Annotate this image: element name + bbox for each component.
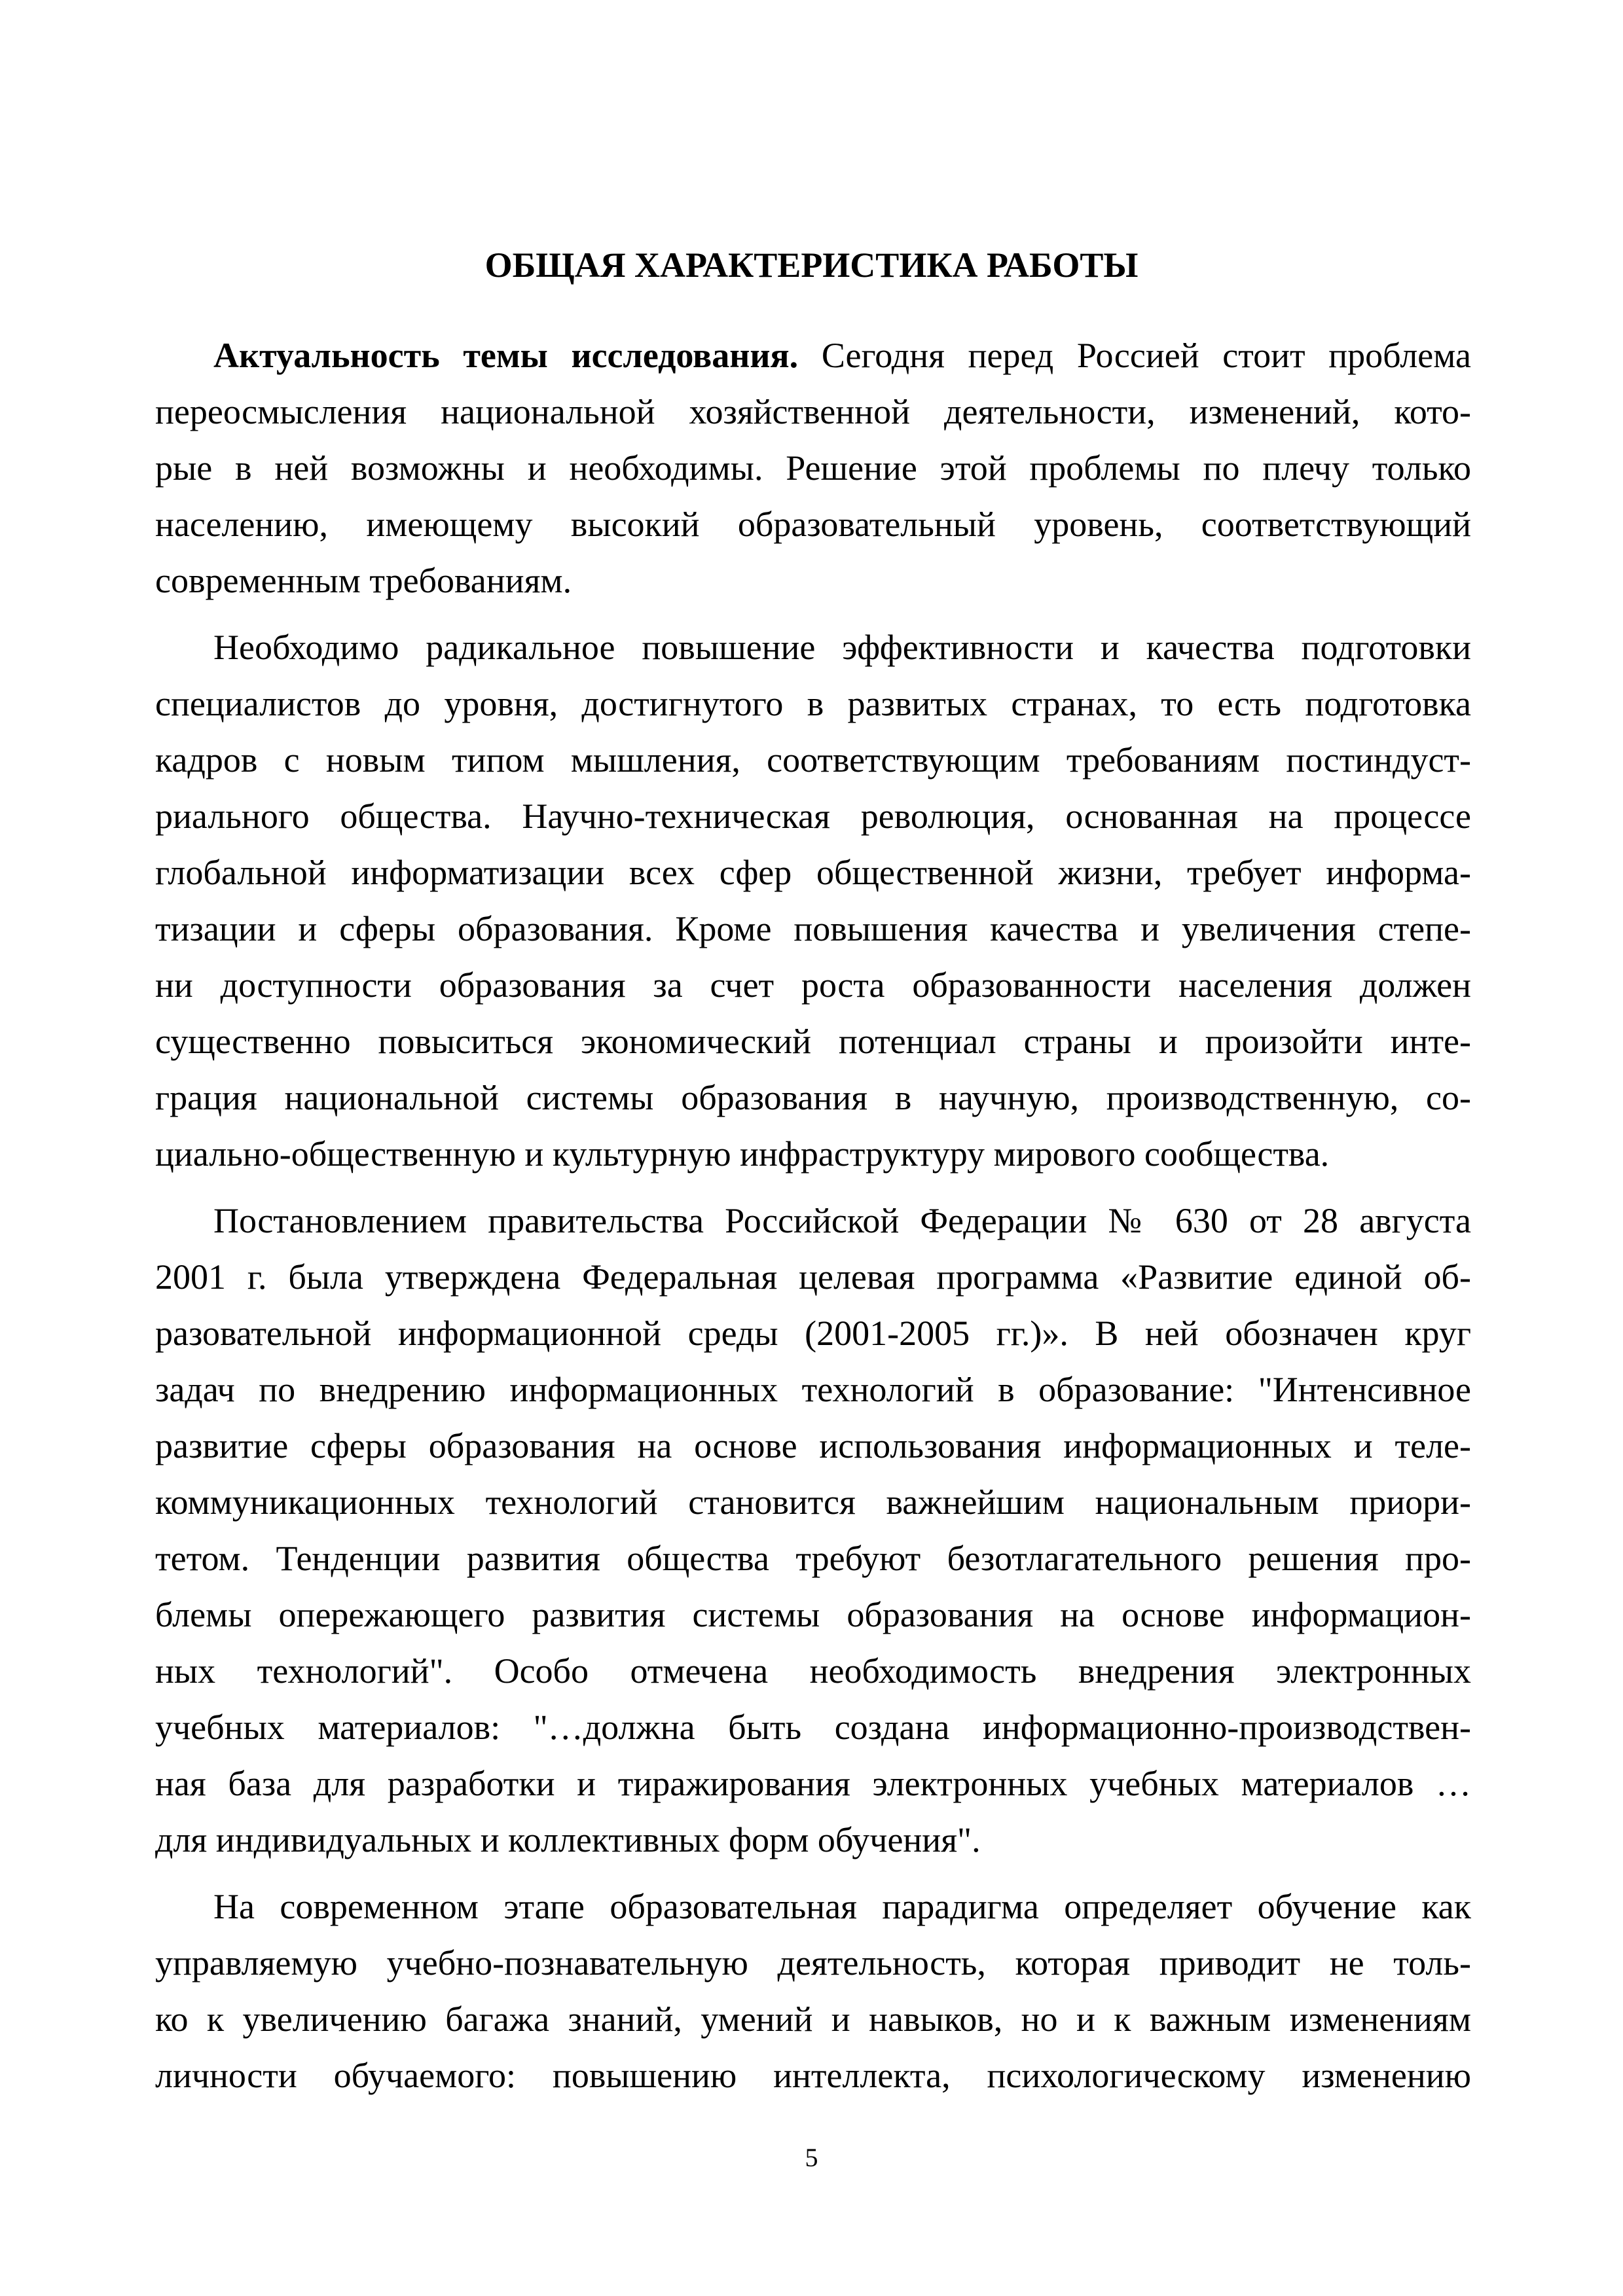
paragraph-line: блемы опережающего развития системы образования на основе информацион-	[155, 1595, 1471, 1634]
paragraph-line: рые в ней возможны и необходимы. Решение этой проблемы по плечу только	[155, 448, 1471, 488]
paragraph-line	[155, 327, 1471, 384]
paragraph-line: развитие сферы образования на основе использования информационных и теле-	[155, 1426, 1471, 1465]
paragraph-line: ных технологий". Особо отмечена необходимость внедрения электронных	[155, 1651, 1471, 1691]
paragraph-line: существенно повыситься экономический потенциал страны и произойти инте-	[155, 1022, 1471, 1061]
paragraph-line-text: Сегодня перед Россией стоит проблема	[798, 336, 1472, 375]
paragraph-line: учебных материалов: "…должна быть создана информационно-производствен-	[155, 1708, 1471, 1747]
paragraph-line: ко к увеличению багажа знаний, умений и навыков, но и к важным изменениям	[155, 2000, 1471, 2039]
paragraph-line: риального общества. Научно-техническая революция, основанная на процессе	[155, 797, 1471, 836]
body-text	[155, 327, 1471, 2104]
paragraph-line: тизации и сферы образования. Кроме повышения качества и увеличения степе-	[155, 909, 1471, 948]
paragraph	[155, 1878, 1471, 2104]
paragraph-line: современным требованиям.	[155, 561, 572, 600]
paragraph-line: Постановлением правительства Российской Федерации № 630 от 28 августа	[213, 1201, 1471, 1240]
paragraph-line: управляемую учебно-познавательную деятельность, которая приводит не толь-	[155, 1943, 1471, 1982]
paragraph-line: специалистов до уровня, достигнутого в развитых странах, то есть подготовка	[155, 684, 1471, 723]
paragraph	[155, 619, 1471, 1182]
paragraph-line: задач по внедрению информационных технологий в образование: "Интенсивное	[155, 1370, 1471, 1409]
paragraph-line: личности обучаемого: повышению интеллекта, психологическому изменению	[155, 2056, 1471, 2095]
paragraph-lead: Актуальность темы исследования.	[213, 336, 799, 375]
page-number: 5	[805, 2143, 818, 2172]
paragraph	[155, 327, 1471, 609]
paragraph-line: грация национальной системы образования в научную, производственную, со-	[155, 1078, 1471, 1117]
paragraph-line: циально-общественную и культурную инфраструктуру мирового сообщества.	[155, 1134, 1330, 1174]
paragraph	[155, 1193, 1471, 1868]
paragraph-line: для индивидуальных и коллективных форм обучения".	[155, 1820, 981, 1859]
paragraph-line: ная база для разработки и тиражирования электронных учебных материалов …	[155, 1764, 1471, 1803]
page-title: ОБЩАЯ ХАРАКТЕРИСТИКА РАБОТЫ	[484, 245, 1139, 285]
paragraph-line: Необходимо радикальное повышение эффективности и качества подготовки	[213, 628, 1471, 667]
paragraph-line: коммуникационных технологий становится важнейшим национальным приори-	[155, 1482, 1471, 1522]
paragraph-line: ни доступности образования за счет роста образованности населения должен	[155, 965, 1471, 1005]
paragraph-line: На современном этапе образовательная парадигма определяет обучение как	[213, 1887, 1471, 1926]
paragraph-line: населению, имеющему высокий образовательный уровень, соответствующий	[155, 505, 1471, 544]
paragraph-line: 2001 г. была утверждена Федеральная целевая программа «Развитие единой об-	[155, 1257, 1471, 1297]
paragraph-line: переосмысления национальной хозяйственной деятельности, изменений, кото-	[155, 392, 1471, 431]
paragraph-line: глобальной информатизации всех сфер общественной жизни, требует информа-	[155, 853, 1471, 892]
paragraph-line: тетом. Тенденции развития общества требуют безотлагательного решения про-	[155, 1539, 1471, 1578]
paragraph-line: кадров с новым типом мышления, соответствующим требованиям постиндуст-	[155, 740, 1471, 780]
paragraph-line: разовательной информационной среды (2001-2005 гг.)». В ней обозначен круг	[155, 1314, 1471, 1353]
